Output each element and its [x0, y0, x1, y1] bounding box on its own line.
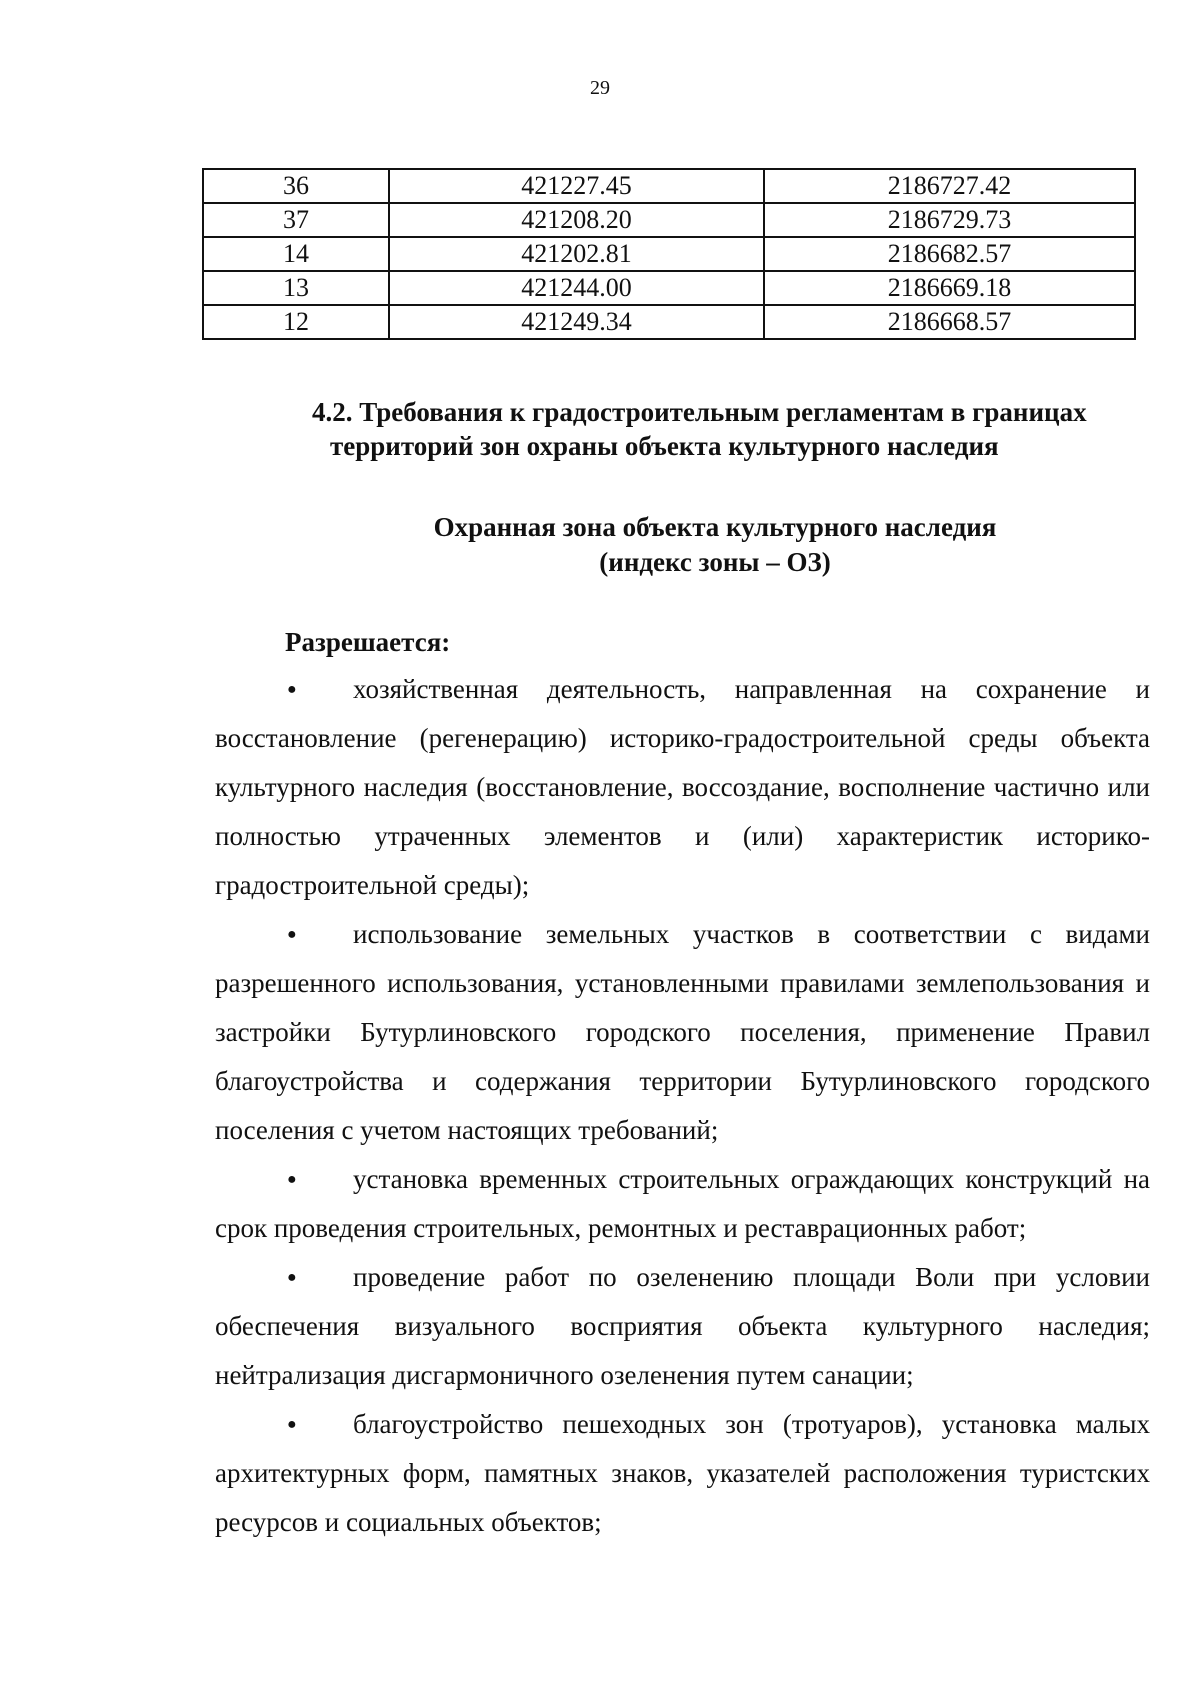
- bullet-icon: ●: [287, 1416, 297, 1433]
- list-item-text: проведение работ по озеленению площади Воли при условии обеспечения визуального восприятия объекта культурного наследия; нейтрализация дисгармоничного озеленения путем санации;: [215, 1262, 1150, 1390]
- allowed-list: [215, 665, 1150, 1547]
- table-row: [203, 203, 1135, 237]
- x-coordinate-cell: 421249.34: [389, 305, 764, 339]
- bullet-icon: ●: [287, 1269, 297, 1286]
- x-coordinate-cell: 421208.20: [389, 203, 764, 237]
- allowed-heading: Разрешается:: [285, 627, 451, 657]
- coordinates-table: [202, 168, 1136, 340]
- x-coordinate-cell: 421244.00: [389, 271, 764, 305]
- x-coordinate-cell: 421227.45: [389, 169, 764, 203]
- list-item-text: установка временных строительных ограждающих конструкций на срок проведения строительных, ремонтных и реставрационных работ;: [215, 1164, 1150, 1243]
- y-coordinate-cell: 2186668.57: [764, 305, 1135, 339]
- table-row: [203, 237, 1135, 271]
- y-coordinate-cell: 2186682.57: [764, 237, 1135, 271]
- point-number-cell: 36: [203, 169, 389, 203]
- list-item: [215, 1253, 1150, 1400]
- section-heading: [250, 395, 1170, 463]
- point-number-cell: 14: [203, 237, 389, 271]
- bullet-icon: ●: [287, 926, 297, 943]
- list-item-text: хозяйственная деятельность, направленная на сохранение и восстановление (регенерацию) историко-градостроительной среды объекта культурного наследия (восстановление, воссоздание, восполнение частично или полностью утраченных элементов и (или) характеристик историко-градостроительной среды);: [215, 674, 1150, 900]
- list-item: [215, 665, 1150, 910]
- list-item-text: благоустройство пешеходных зон (тротуаров), установка малых архитектурных форм, памятных знаков, указателей расположения туристских ресурсов и социальных объектов;: [215, 1409, 1150, 1537]
- table-row: [203, 169, 1135, 203]
- list-item: [215, 1400, 1150, 1547]
- point-number-cell: 12: [203, 305, 389, 339]
- table-row: [203, 305, 1135, 339]
- point-number-cell: 37: [203, 203, 389, 237]
- point-number-cell: 13: [203, 271, 389, 305]
- y-coordinate-cell: 2186669.18: [764, 271, 1135, 305]
- bullet-icon: ●: [287, 1171, 297, 1188]
- zone-title: [300, 510, 1130, 580]
- x-coordinate-cell: 421202.81: [389, 237, 764, 271]
- page-number: 29: [590, 77, 610, 99]
- section-heading-line: территорий зон охраны объекта культурного наследия: [330, 431, 999, 461]
- list-item-text: использование земельных участков в соответствии с видами разрешенного использования, установленными правилами землепользования и застройки Бутурлиновского городского поселения, применение Правил благоустройства и содержания территории Бутурлиновского городского поселения с учетом настоящих требований;: [215, 919, 1150, 1145]
- y-coordinate-cell: 2186727.42: [764, 169, 1135, 203]
- bullet-icon: ●: [287, 681, 297, 698]
- table-row: [203, 271, 1135, 305]
- section-heading-line: 4.2. Требования к градостроительным регламентам в границах: [312, 397, 1087, 427]
- list-item: [215, 1155, 1150, 1253]
- y-coordinate-cell: 2186729.73: [764, 203, 1135, 237]
- list-item: [215, 910, 1150, 1155]
- zone-title-line: (индекс зоны – ОЗ): [599, 547, 831, 577]
- zone-title-line: Охранная зона объекта культурного наследия: [433, 512, 997, 542]
